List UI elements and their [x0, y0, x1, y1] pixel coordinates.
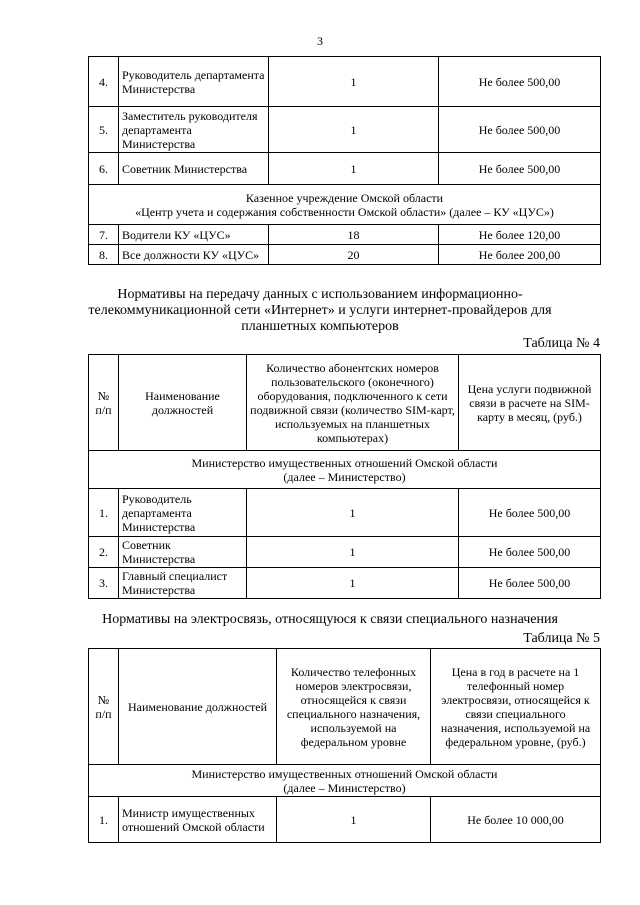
position-name: Руководитель департамента Министерства [119, 57, 269, 107]
table-row [89, 568, 601, 599]
header-num: № п/п [89, 355, 119, 451]
quantity: 1 [277, 797, 431, 843]
table-row [89, 153, 601, 185]
header-price: Цена в год в расчете на 1 телефонный номер электросвязи, относящейся к связи специального назначения, используемой на федеральном уровне, (руб.) [431, 649, 601, 765]
price-limit: Не более 500,00 [459, 568, 601, 599]
table-5 [88, 648, 601, 843]
table-row [89, 489, 601, 537]
quantity: 1 [247, 489, 459, 537]
position-name: Водители КУ «ЦУС» [119, 225, 269, 245]
position-name: Министр имущественных отношений Омской области [119, 797, 277, 843]
row-number: 1. [89, 489, 119, 537]
row-number: 5. [89, 107, 119, 153]
price-limit: Не более 200,00 [439, 245, 601, 265]
quantity: 18 [269, 225, 439, 245]
header-row [89, 649, 601, 765]
header-price: Цена услуги подвижной связи в расчете на SIM-карту в месяц, (руб.) [459, 355, 601, 451]
header-row [89, 355, 601, 451]
section-line-1: Министерство имущественных отношений Омской области [191, 455, 498, 470]
section-line-1: Казенное учреждение Омской области [245, 190, 444, 205]
row-number: 2. [89, 537, 119, 568]
section-line-2: (далее – Министерство) [283, 469, 406, 484]
table-4 [88, 354, 601, 599]
quantity: 1 [247, 537, 459, 568]
section-4-heading: Нормативы на передачу данных с использованием информационно-телекоммуникационной сети «Интернет» и услуги интернет-провайдеров для планшетных компьютеров [88, 287, 552, 334]
position-name: Все должности КУ «ЦУС» [119, 245, 269, 265]
row-number: 1. [89, 797, 119, 843]
header-qty: Количество абонентских номеров пользовательского (оконечного) оборудования, подключенного к сети подвижной связи (количество SIM-карт, используемых на планшетных компьютерах) [247, 355, 459, 451]
table-row [89, 107, 601, 153]
section-row [89, 765, 601, 797]
organization-section [89, 451, 601, 489]
table-row [89, 57, 601, 107]
header-qty: Количество телефонных номеров электросвязи, относящейся к связи специального назначения, используемой на федеральном уровне [277, 649, 431, 765]
table-5-label: Таблица № 5 [523, 631, 600, 646]
position-name: Руководитель департамента Министерства [119, 489, 247, 537]
quantity: 1 [269, 107, 439, 153]
page-number: 3 [317, 34, 323, 48]
price-limit: Не более 500,00 [439, 153, 601, 185]
price-limit: Не более 500,00 [439, 57, 601, 107]
quantity: 1 [247, 568, 459, 599]
price-limit: Не более 120,00 [439, 225, 601, 245]
position-name: Советник Министерства [119, 153, 269, 185]
price-limit: Не более 500,00 [459, 489, 601, 537]
table-row [89, 797, 601, 843]
position-name: Главный специалист Министерства [119, 568, 247, 599]
table-row [89, 245, 601, 265]
position-name: Заместитель руководителя департамента Министерства [119, 107, 269, 153]
quantity: 20 [269, 245, 439, 265]
row-number: 3. [89, 568, 119, 599]
section-row [89, 451, 601, 489]
row-number: 8. [89, 245, 119, 265]
section-row [89, 185, 601, 225]
section-line-1: Министерство имущественных отношений Омской области [191, 766, 498, 781]
table-row [89, 537, 601, 568]
section-5-heading: Нормативы на электросвязь, относящуюся к связи специального назначения [102, 612, 558, 627]
organization-section [89, 185, 601, 225]
price-limit: Не более 500,00 [439, 107, 601, 153]
header-name: Наименование должностей [119, 355, 247, 451]
header-num: № п/п [89, 649, 119, 765]
table-3-continued [88, 56, 601, 265]
row-number: 6. [89, 153, 119, 185]
quantity: 1 [269, 57, 439, 107]
header-name: Наименование должностей [119, 649, 277, 765]
price-limit: Не более 500,00 [459, 537, 601, 568]
table-4-label: Таблица № 4 [523, 336, 600, 351]
quantity: 1 [269, 153, 439, 185]
position-name: Советник Министерства [119, 537, 247, 568]
table-row [89, 225, 601, 245]
organization-section [89, 765, 601, 797]
price-limit: Не более 10 000,00 [431, 797, 601, 843]
row-number: 7. [89, 225, 119, 245]
section-line-2: «Центр учета и содержания собственности Омской области» (далее – КУ «ЦУС») [135, 204, 554, 219]
row-number: 4. [89, 57, 119, 107]
section-line-2: (далее – Министерство) [283, 780, 406, 795]
